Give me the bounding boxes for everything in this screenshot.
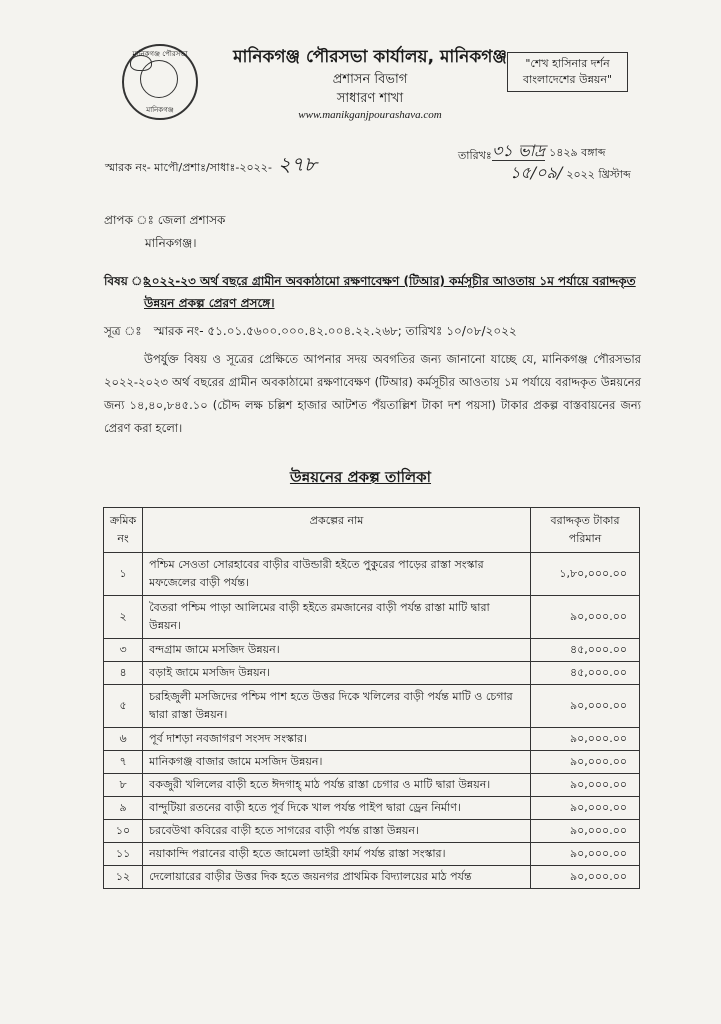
date-bangla-handwritten: ৩১ ভাদ্র [492, 141, 546, 160]
branch-name: সাধারণ শাখা [336, 91, 404, 106]
date-label: তারিখঃ [458, 149, 492, 162]
memo-handwritten-number: ২৭৮ [277, 152, 317, 176]
memo-label: স্মারক নং- মাপৌ/প্রশাঃ/সাধাঃ-২০২২- [105, 161, 272, 174]
row-serial: ৬ [104, 728, 143, 751]
date-english-handwritten: ১৫/০৯/ [510, 163, 563, 182]
subject-label: বিষয় ঃ [104, 274, 149, 288]
memo-number [105, 150, 317, 183]
serial-header-line-1: ক্রমিক [110, 514, 137, 527]
amount-header [531, 508, 640, 553]
row-amount: ৯০,০০০.০০ [531, 751, 640, 774]
row-serial: ১০ [104, 820, 143, 843]
table-row [104, 639, 640, 662]
row-amount: ৯০,০০০.০০ [531, 797, 640, 820]
row-amount: ৯০,০০০.০০ [531, 820, 640, 843]
slogan-line-2: বাংলাদেশের উন্নয়ন" [522, 73, 613, 86]
subject-text: ২০২২-২৩ অর্থ বছরে গ্রামীন অবকাঠামো রক্ষণাবেক্ষণ (টিআর) কর্মসূচীর আওতায় ১ম পর্যায়ে বরাদ্দকৃত উন্নয়ন প্রকল্প প্রেরণ প্রসঙ্গে। [144, 274, 636, 310]
website-link[interactable]: www.manikganjpourashava.com [298, 109, 442, 121]
slogan-line-1: "শেখ হাসিনার দর্শন [525, 57, 610, 70]
table-row [104, 751, 640, 774]
row-serial: ৮ [104, 774, 143, 797]
row-project-name: বন্দগ্রাম জামে মসজিদ উন্নয়ন। [143, 639, 531, 662]
row-amount: ৯০,০০০.০০ [531, 685, 640, 728]
row-serial: ৭ [104, 751, 143, 774]
reference-line [104, 323, 517, 343]
reference-label: সূত্র ঃ [104, 324, 142, 338]
table-row [104, 797, 640, 820]
date-english-suffix: ২০২২ খ্রিস্টাব্দ [566, 168, 631, 181]
row-serial: ৪ [104, 662, 143, 685]
row-project-name: পশ্চিম সেওতা সোরহাবের বাড়ীর বাউন্ডারী হইতে পুকুরের পাড়ের রাস্তা সংস্কার মফজেলের বাড়ী পর্যন্ত। [143, 553, 531, 596]
amount-header-line-2: পরিমান [568, 532, 602, 545]
projects-table [103, 507, 640, 889]
body-paragraph: উপর্যুক্ত বিষয় ও সূত্রের প্রেক্ষিতে আপনার সদয় অবগতির জন্য জানানো যাচ্ছে যে, মানিকগঞ্জ পৌরসভার ২০২২-২০২৩ অর্থ বছরের গ্রামীন অবকাঠামো রক্ষণাবেক্ষণ (টিআর) কর্মসূচীর আওতায় ১ম পর্যায়ে বরাদ্দকৃত উন্নয়নের জন্য ১৪,৪০,৮৪৫.১০ (চৌদ্দ লক্ষ চল্লিশ হাজার আটশত পঁয়তাল্লিশ টাকা দশ পয়সা) টাকার প্রকল্প বাস্তবায়নের জন্য প্রেরণ করা হলো। [104, 352, 641, 435]
department-name: প্রশাসন বিভাগ [332, 72, 408, 87]
table-row [104, 553, 640, 596]
row-amount: ৯০,০০০.০০ [531, 774, 640, 797]
row-serial: ৫ [104, 685, 143, 728]
row-project-name: মানিকগঞ্জ বাজার জামে মসজিদ উন্নয়ন। [143, 751, 531, 774]
seal-text-top: মানিকগঞ্জ পৌরসভা [132, 50, 188, 58]
amount-header-line-1: বরাদ্দকৃত টাকার [550, 514, 620, 527]
table-row [104, 728, 640, 751]
recipient: প্রাপক ঃ জেলা প্রশাসক [104, 213, 226, 227]
row-project-name: চরবেউথা কবিরের বাড়ী হতে সাগরের বাড়ী পর্যন্ত রাস্তা উন্নয়ন। [143, 820, 531, 843]
table-title: উন্নয়নের প্রকল্প তালিকা [289, 468, 432, 486]
row-amount: ৯০,০০০.০০ [531, 843, 640, 866]
date-bangla-suffix: ১৪২৯ বঙ্গাব্দ [549, 146, 606, 159]
reference-text: স্মারক নং- ৫১.০১.৫৬০০.০০০.৪২.০০৪.২২.২৬৮; তারিখঃ ১০/০৮/২০২২ [153, 324, 517, 338]
row-project-name: বান্দুটিয়া রতনের বাড়ী হতে পূর্ব দিকে খাল পর্যন্ত পাইপ দ্বারা ড্রেন নির্মাণ। [143, 797, 531, 820]
table-row [104, 662, 640, 685]
row-amount: ৯০,০০০.০০ [531, 596, 640, 639]
table-row [104, 866, 640, 889]
row-serial: ২ [104, 596, 143, 639]
row-serial: ৩ [104, 639, 143, 662]
recipient-location: মানিকগঞ্জ। [145, 236, 197, 250]
row-serial: ১১ [104, 843, 143, 866]
office-title: মানিকগঞ্জ পৌরসভা কার্যালয়, মানিকগঞ্জ [233, 47, 507, 67]
table-row [104, 820, 640, 843]
row-project-name: পূর্ব দাশড়া নবজাগরণ সংসদ সংস্কার। [143, 728, 531, 751]
row-amount: ৪৫,০০০.০০ [531, 662, 640, 685]
row-amount: ১,৮০,০০০.০০ [531, 553, 640, 596]
row-project-name: নয়াকান্দি পরানের বাড়ী হতে জামেলা ডাইরী ফার্ম পর্যন্ত রাস্তা সংস্কার। [143, 843, 531, 866]
date-english [510, 160, 631, 187]
row-amount: ৯০,০০০.০০ [531, 866, 640, 889]
seal-inner-ring [140, 60, 178, 98]
row-serial: ৯ [104, 797, 143, 820]
slogan-box [507, 52, 628, 92]
project-name-header: প্রকল্পের নাম [143, 508, 531, 553]
row-project-name: দেলোয়ারের বাড়ীর উত্তর দিক হতে জয়নগর প্রাথমিক বিদ্যালয়ের মাঠ পর্যন্ত [143, 866, 531, 889]
row-amount: ৯০,০০০.০০ [531, 728, 640, 751]
table-row [104, 774, 640, 797]
seal-text-bottom: মানিকগঞ্জ [146, 106, 174, 114]
table-row [104, 596, 640, 639]
table-row [104, 843, 640, 866]
row-serial: ১২ [104, 866, 143, 889]
table-row [104, 685, 640, 728]
serial-header [104, 508, 143, 553]
row-project-name: বড়াই জামে মসজিদ উন্নয়ন। [143, 662, 531, 685]
serial-header-line-2: নং [117, 532, 129, 545]
table-header-row [104, 508, 640, 553]
row-serial: ১ [104, 553, 143, 596]
row-amount: ৪৫,০০০.০০ [531, 639, 640, 662]
municipality-seal-icon [122, 44, 198, 120]
row-project-name: বকজুরী খলিলের বাড়ী হতে ঈদগাহ্ মাঠ পর্যন্ত রাস্তা চেগার ও মাটি দ্বারা উন্নয়ন। [143, 774, 531, 797]
row-project-name: বৈতরা পশ্চিম পাড়া আলিমের বাড়ী হইতে রমজানের বাড়ী পর্যন্ত রাস্তা মাটি দ্বারা উন্নয়ন। [143, 596, 531, 639]
row-project-name: চরহিজুলী মসজিদের পশ্চিম পাশ হতে উত্তর দিকে খলিলের বাড়ী পর্যন্ত মাটি ও চেগার দ্বারা রাস্তা উন্নয়ন। [143, 685, 531, 728]
